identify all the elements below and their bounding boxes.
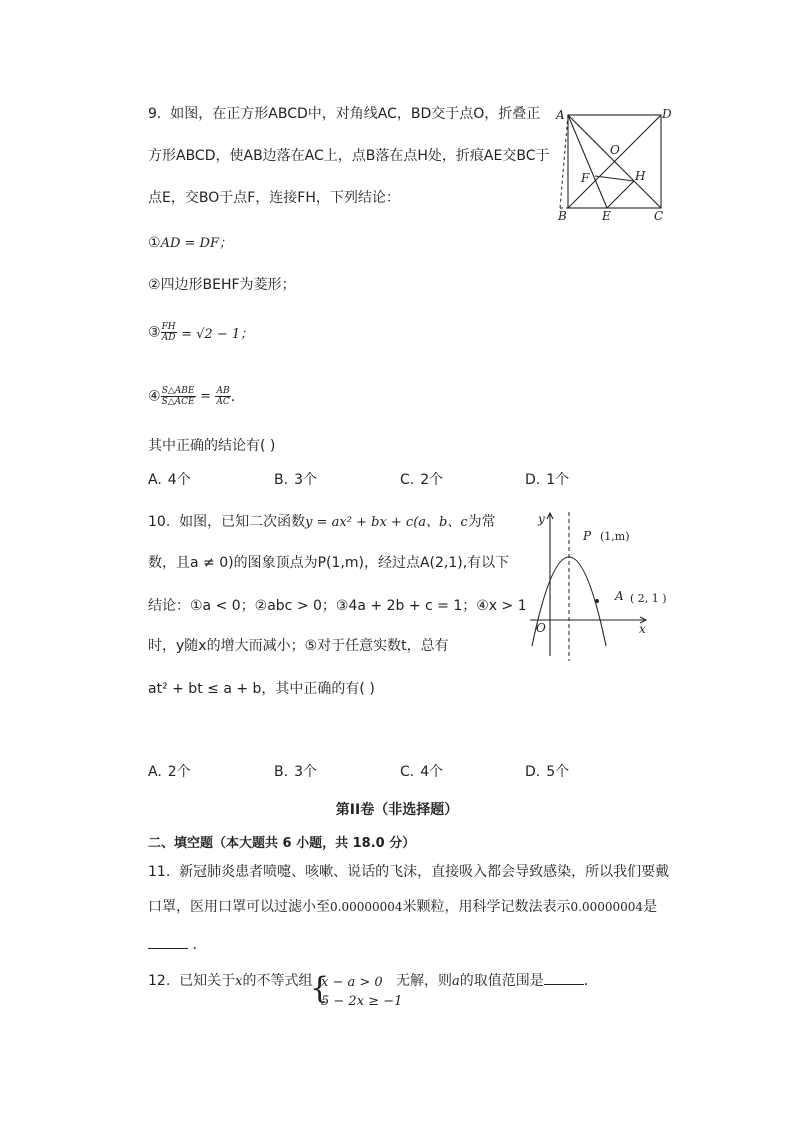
q9-statement-3 [148, 322, 253, 343]
q11-line1 [148, 862, 669, 882]
section-title [0, 799, 794, 819]
label-y: y [538, 512, 545, 526]
q10-option-b[interactable] [274, 761, 317, 781]
q9-option-b[interactable] [274, 469, 317, 489]
segment-he [607, 181, 634, 208]
q9-option-a[interactable] [148, 469, 191, 489]
q9-option-d[interactable] [525, 469, 569, 489]
q10-text: 时，y随x的增大而减小；⑤对于任意实数t，总有 [148, 638, 449, 654]
section-subtitle-text: 二、填空题（本大题共 6 小题，共 18.0 分） [148, 836, 416, 851]
label-o: O [610, 143, 620, 157]
square-fold-figure [550, 102, 680, 228]
answer-blank[interactable] [148, 948, 188, 949]
parabola-figure [520, 506, 680, 666]
fraction-ab-ac [215, 386, 230, 407]
label-p: P [583, 529, 592, 543]
label-p-coord: (1,m) [600, 530, 630, 543]
q12-variable: a [452, 974, 460, 989]
q11-text: 口罩，医用口罩可以过滤小至 [148, 899, 330, 915]
q11-line3 [148, 935, 206, 955]
q10-text: 为常 [467, 514, 496, 530]
q11-line2 [148, 897, 657, 917]
q12-text: 的不等式组 [242, 973, 313, 989]
option-text: 1个 [546, 472, 570, 488]
q12-text: 无解，则 [396, 973, 452, 989]
q10-line1 [148, 512, 496, 533]
inequality-2 [321, 994, 402, 1009]
label-x: x [639, 622, 646, 636]
question-text: 其中正确的结论有( ) [148, 438, 276, 454]
q11-end: ． [192, 937, 207, 953]
statement-text: 四边形BEHF为菱形； [160, 277, 296, 293]
q12-text: 的取值范围是 [459, 973, 544, 989]
q11-text: 新冠肺炎患者喷嚏、咳嗽、说话的飞沫，直接吸入都会导致感染，所以我们要戴 [179, 864, 670, 880]
q10-option-d[interactable] [525, 761, 569, 781]
label-d: D [662, 107, 672, 121]
option-text: 4个 [167, 472, 191, 488]
numerator: S△ABE [161, 386, 195, 396]
q12-number: 12. [148, 973, 171, 989]
equals-sign: = [200, 389, 211, 404]
denominator: AC [216, 397, 230, 407]
q12-text: 已知关于 [179, 973, 236, 989]
q11-text: 米颗粒，用科学记数法表示 [402, 899, 571, 915]
q9-statement-4 [148, 386, 245, 407]
q10-text: 结论：①a < 0；②abc > 0；③4a + 2b + c = 1；④x > 1 [148, 598, 527, 614]
q10-option-c[interactable] [400, 761, 443, 781]
q10-text: at² + bt ≤ a + b，其中正确的有( ) [148, 681, 375, 697]
q9-text-line1: 如图，在正方形ABCD中，对角线AC，BD交于点O，折叠正 [170, 106, 541, 122]
q10-line5 [148, 679, 375, 699]
q9-line3 [148, 188, 400, 208]
q9-number: 9. [148, 106, 162, 122]
section-subtitle [148, 832, 415, 851]
option-label: D. [525, 764, 541, 780]
statement-end: ． [230, 389, 245, 405]
option-text: 4个 [420, 764, 444, 780]
label-origin: O [536, 621, 546, 635]
q12-end: ． [583, 973, 598, 989]
option-label: D. [525, 472, 541, 488]
q9-option-c[interactable] [400, 469, 443, 489]
label-a: A [556, 108, 565, 122]
option-text: 2个 [420, 472, 444, 488]
q10-text: 如图，已知二次函数 [179, 514, 306, 530]
q11-number-value: 0.00000004 [330, 900, 403, 914]
q9-line2 [148, 146, 549, 166]
q10-line4 [148, 636, 449, 656]
option-label: A. [148, 472, 162, 488]
statement-number: ① [148, 235, 161, 251]
section-title-text: 第II卷（非选择题） [335, 802, 459, 818]
q12-line1 [148, 971, 313, 992]
option-text: 2个 [167, 764, 191, 780]
option-label: C. [400, 472, 415, 488]
dashed-ab [560, 115, 568, 208]
inequality-1 [321, 975, 383, 990]
q9-question [148, 436, 275, 456]
q9-line1 [148, 104, 540, 124]
statement-number: ② [148, 277, 161, 293]
statement-number: ④ [148, 388, 161, 405]
point-a [595, 599, 599, 603]
inequality-text: x − a > 0 [321, 975, 383, 990]
option-label: B. [274, 472, 289, 488]
label-e: E [602, 209, 611, 223]
fraction-fh-ad [161, 322, 177, 343]
label-b: B [558, 209, 567, 223]
option-text: 5个 [546, 764, 570, 780]
inequality-brace: { [310, 971, 330, 1006]
q11-number: 11. [148, 864, 171, 880]
q9-statement-2 [148, 275, 296, 295]
option-label: C. [400, 764, 415, 780]
numerator: AB [216, 386, 230, 396]
inequality-text: 5 − 2x ≥ −1 [321, 994, 403, 1009]
q11-number-value: 0.00000004 [570, 900, 644, 914]
label-a: A [615, 589, 624, 603]
option-label: A. [148, 764, 162, 780]
denominator: AD [161, 333, 176, 343]
label-c: C [654, 209, 664, 223]
q10-line2 [148, 553, 509, 573]
statement-text: = √2 − 1； [181, 327, 254, 342]
fraction-area-ratio [161, 386, 196, 407]
q10-line3 [148, 596, 527, 616]
option-text: 3个 [294, 764, 317, 780]
q12-line1-rest [396, 971, 598, 992]
q9-statement-1 [148, 233, 232, 254]
q12-variable: x [235, 974, 243, 989]
answer-blank[interactable] [544, 984, 584, 985]
label-f: F [581, 171, 590, 185]
q9-text-line3: 点E，交BO于点F，连接FH，下列结论： [148, 190, 400, 206]
statement-text: AD = DF； [160, 236, 232, 251]
numerator: FH [161, 322, 176, 332]
label-a-coord: ( 2, 1 ) [630, 592, 667, 605]
q10-number: 10. [148, 514, 171, 530]
q10-text: 数，且a ≠ 0)的图象顶点为P(1,m)，经过点A(2,1),有以下 [148, 555, 510, 571]
q10-option-a[interactable] [148, 761, 191, 781]
crease-ae [568, 115, 607, 208]
q10-formula: y = ax² + bx + c(a、b、c [305, 515, 468, 530]
option-text: 3个 [294, 472, 317, 488]
q11-text: 是 [643, 899, 658, 915]
statement-number: ③ [148, 324, 161, 341]
option-label: B. [274, 764, 289, 780]
segment-fh [595, 176, 634, 181]
denominator: S△ACE [161, 397, 195, 407]
label-h: H [635, 169, 646, 183]
q9-text-line2: 方形ABCD，使AB边落在AC上，点B落在点H处，折痕AE交BC于 [148, 148, 550, 164]
